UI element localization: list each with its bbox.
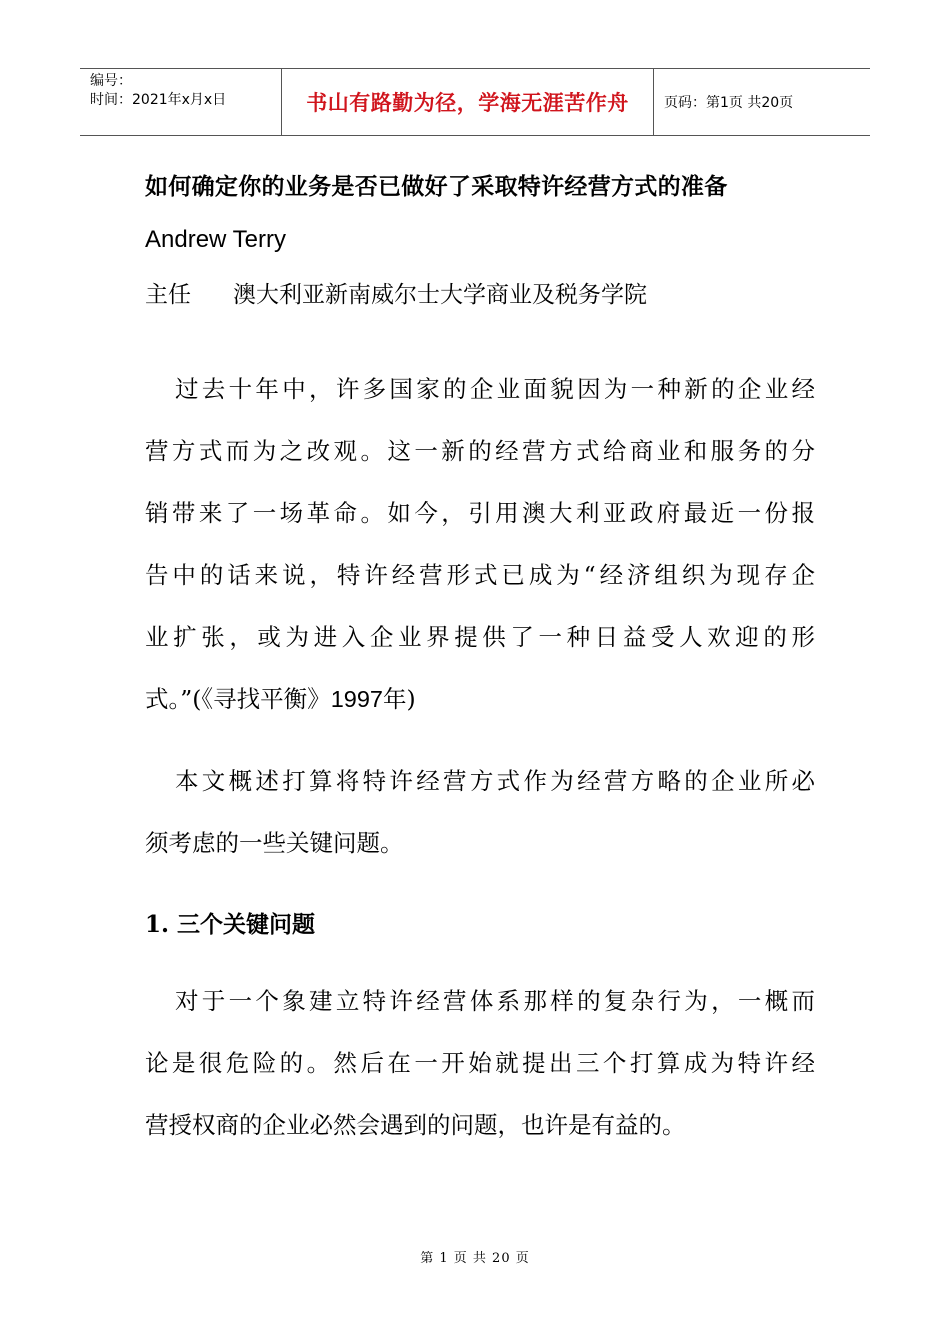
citation-year: 1997	[330, 686, 383, 712]
paragraph-line: 销带来了一场革命。如今，引用澳大利亚政府最近一份报	[145, 499, 815, 527]
page-footer: 第 1 页 共 20 页	[420, 1251, 530, 1266]
serial-label: 编号：	[90, 73, 132, 89]
citation-text: 式。”(《寻找平衡》	[145, 685, 331, 713]
author-affiliation	[145, 276, 647, 309]
paragraph-line	[145, 668, 815, 730]
paragraph-line: 本文概述打算将特许经营方式作为经营方略的企业所必	[175, 767, 815, 795]
paragraph-line: 业扩张，或为进入企业界提供了一种日益受人欢迎的形	[145, 623, 815, 651]
paragraph-line: 过去十年中，许多国家的企业面貌因为一种新的企业经	[175, 375, 815, 403]
affiliation-org: 澳大利亚新南威尔士大学商业及税务学院	[233, 282, 647, 308]
paragraph-3	[145, 970, 815, 1156]
paragraph-line: 营方式而为之改观。这一新的经营方式给商业和服务的分	[145, 437, 815, 465]
paragraph-2	[145, 750, 815, 874]
paragraph-line: 须考虑的一些关键问题。	[145, 829, 404, 857]
paragraph-line: 告中的话来说，特许经营形式已成为“经济组织为现存企	[145, 561, 815, 589]
header-meta	[80, 69, 282, 135]
paragraph-line: 营授权商的企业必然会遇到的问题，也许是有益的。	[145, 1111, 686, 1139]
header-table	[80, 68, 870, 136]
section-heading-1: 1. 三个关键问题	[145, 911, 316, 938]
date-label: 时间：2021年x月x日	[90, 92, 227, 108]
paragraph-1	[145, 358, 815, 730]
author-name: Andrew Terry	[145, 226, 286, 253]
affiliation-role: 主任	[145, 282, 191, 308]
paragraph-line: 论是很危险的。然后在一开始就提出三个打算成为特许经	[145, 1049, 815, 1077]
document-title: 如何确定你的业务是否已做好了采取特许经营方式的准备	[145, 173, 728, 200]
citation-suffix: 年)	[382, 685, 416, 713]
header-motto: 书山有路勤为径，学海无涯苦作舟	[282, 69, 654, 135]
paragraph-line: 对于一个象建立特许经营体系那样的复杂行为，一概而	[175, 987, 815, 1015]
header-page-info: 页码：第1页 共20页	[664, 95, 794, 111]
